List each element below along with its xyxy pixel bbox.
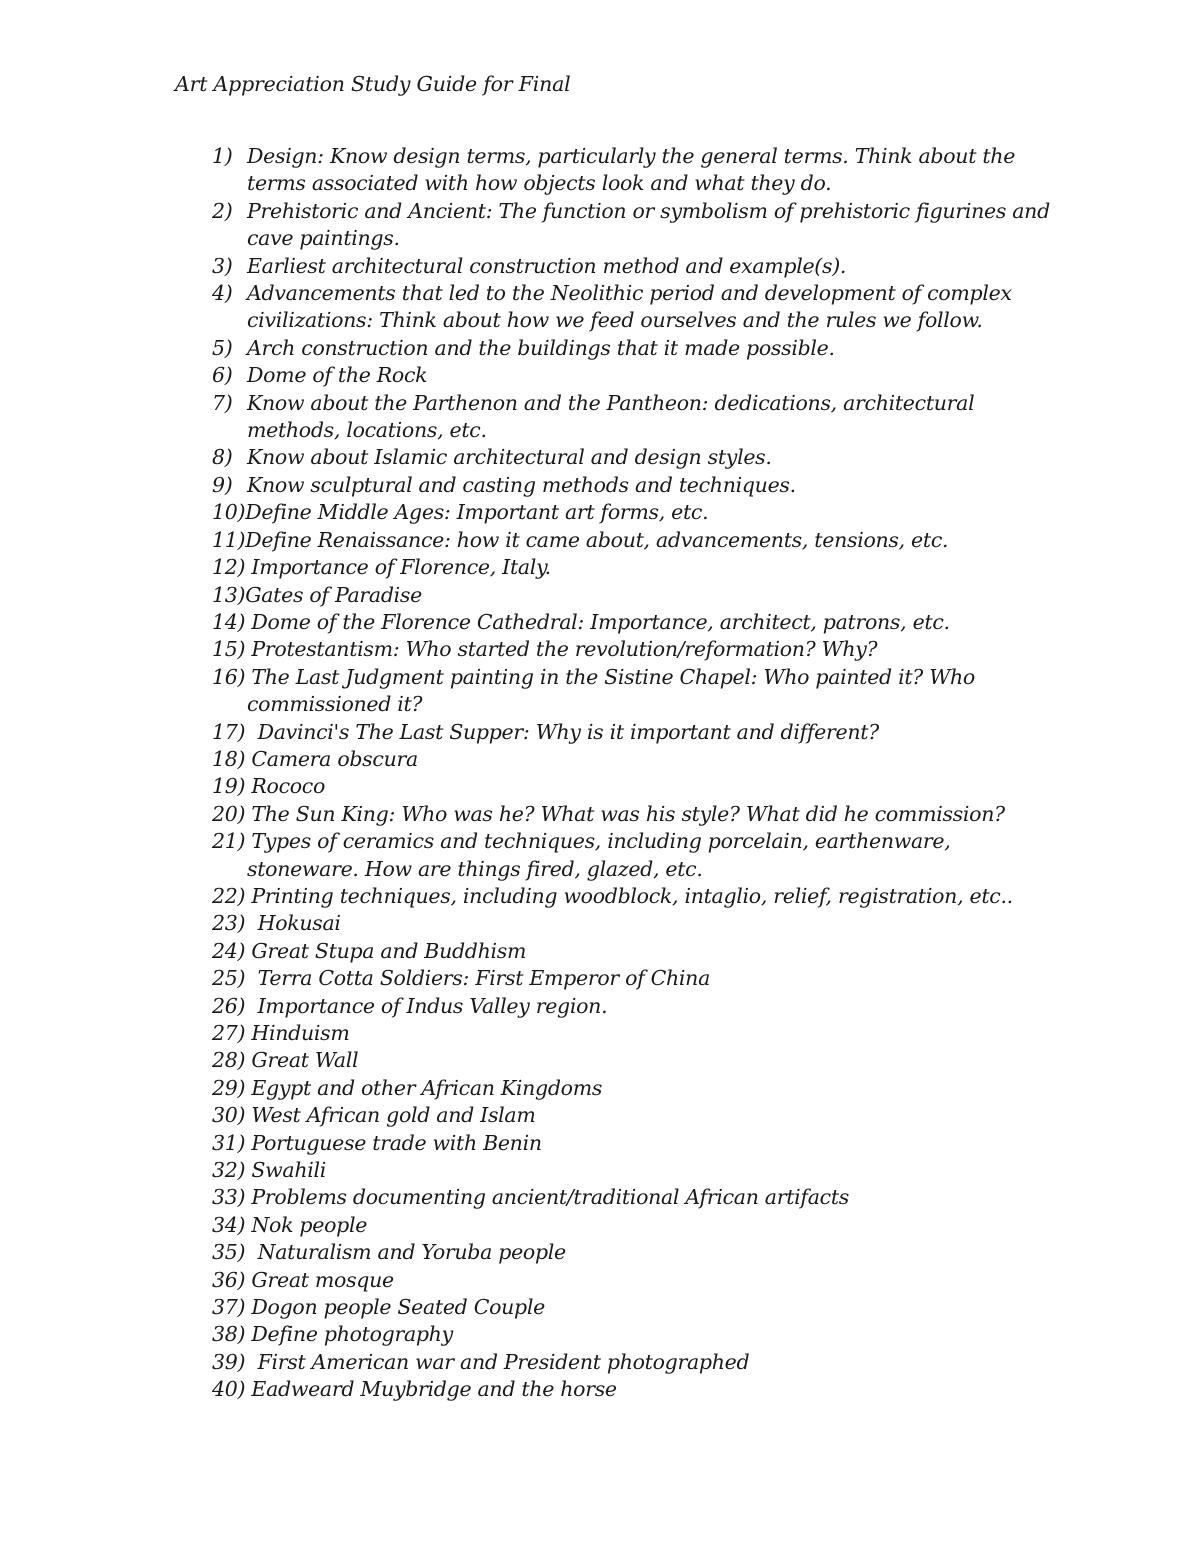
item-number: 15) bbox=[212, 637, 252, 662]
item-number: 13) bbox=[212, 582, 246, 607]
item-text: Know sculptural and casting methods and techniques. bbox=[247, 472, 796, 497]
list-item-continuation bbox=[212, 307, 1092, 334]
item-text: terms associated with how objects look and what they do. bbox=[247, 171, 832, 196]
list-item bbox=[212, 472, 1092, 499]
item-text: Printing techniques, including woodblock, intaglio, relief, registration, etc.. bbox=[251, 883, 1013, 908]
list-item bbox=[212, 362, 1092, 389]
item-number: 39) bbox=[212, 1349, 258, 1374]
item-text: Advancements that led to the Neolithic period and development of complex bbox=[247, 281, 1012, 306]
item-text: The Sun King: Who was he? What was his style? What did he commission? bbox=[251, 801, 1005, 826]
list-item bbox=[212, 527, 1092, 554]
item-number: 27) bbox=[212, 1021, 252, 1045]
item-text: Swahili bbox=[251, 1158, 326, 1183]
item-text: West African gold and Islam bbox=[251, 1103, 536, 1128]
list-item-continuation bbox=[212, 225, 1092, 252]
item-text: Importance of Florence, Italy. bbox=[251, 555, 551, 580]
item-number: 35) bbox=[212, 1240, 258, 1265]
item-text: Egypt and other African Kingdoms bbox=[251, 1075, 603, 1100]
item-text: cave paintings. bbox=[247, 226, 400, 251]
item-text: Camera obscura bbox=[251, 746, 418, 771]
list-item bbox=[212, 1130, 1092, 1157]
list-item-continuation bbox=[212, 170, 1092, 197]
item-number: 38) bbox=[212, 1322, 252, 1347]
item-number: 40) bbox=[212, 1377, 252, 1402]
item-number: 31) bbox=[212, 1130, 252, 1155]
item-text: Davinci's The Last Supper: Why is it important and different? bbox=[257, 719, 879, 744]
list-item bbox=[212, 253, 1092, 280]
item-text: Hokusai bbox=[257, 911, 341, 936]
item-text: Earliest architectural construction method and example(s). bbox=[247, 253, 847, 278]
item-text: Great Stupa and Buddhism bbox=[251, 938, 527, 963]
list-item bbox=[212, 746, 1092, 773]
item-number: 11) bbox=[212, 527, 246, 552]
item-text: Portuguese trade with Benin bbox=[251, 1130, 542, 1155]
list-item bbox=[212, 883, 1092, 910]
item-number: 19) bbox=[212, 774, 252, 799]
item-number: 5) bbox=[212, 335, 239, 360]
item-number: 7) bbox=[212, 390, 239, 415]
item-number: 24) bbox=[212, 938, 252, 963]
item-text: Problems documenting ancient/traditional African artifacts bbox=[251, 1185, 849, 1210]
item-text: Design: Know design terms, particularly the general terms. Think about the bbox=[247, 144, 1016, 168]
list-item bbox=[212, 198, 1092, 225]
item-number: 17) bbox=[212, 719, 258, 744]
item-text: First American war and President photographed bbox=[257, 1349, 750, 1374]
item-number: 1) bbox=[212, 144, 239, 168]
item-text: Importance of Indus Valley region. bbox=[257, 993, 608, 1018]
list-item bbox=[212, 1075, 1092, 1102]
list-item bbox=[212, 719, 1092, 746]
item-text: Gates of Paradise bbox=[245, 582, 422, 607]
list-item bbox=[212, 938, 1092, 965]
item-number: 20) bbox=[212, 801, 252, 826]
list-item bbox=[212, 1239, 1092, 1266]
item-text: Great mosque bbox=[251, 1267, 394, 1292]
item-number: 28) bbox=[212, 1048, 252, 1073]
item-text: Naturalism and Yoruba people bbox=[257, 1240, 566, 1265]
item-text: The Last Judgment painting in the Sistine Chapel: Who painted it? Who bbox=[251, 664, 975, 689]
list-item bbox=[212, 773, 1092, 800]
item-number: 18) bbox=[212, 746, 252, 771]
item-text: Prehistoric and Ancient: The function or symbolism of prehistoric figurines and bbox=[247, 198, 1050, 223]
item-number: 2) bbox=[212, 198, 239, 223]
study-guide-list bbox=[212, 143, 1092, 1404]
list-item-continuation bbox=[212, 856, 1092, 883]
item-number: 37) bbox=[212, 1295, 252, 1320]
list-item bbox=[212, 1294, 1092, 1321]
item-number: 12) bbox=[212, 555, 252, 580]
list-item bbox=[212, 1267, 1092, 1294]
list-item bbox=[212, 1157, 1092, 1184]
item-number: 34) bbox=[212, 1212, 252, 1237]
list-item bbox=[212, 499, 1092, 526]
item-text: civilizations: Think about how we feed ourselves and the rules we follow. bbox=[247, 308, 983, 333]
page-title: Art Appreciation Study Guide for Final bbox=[175, 72, 571, 96]
item-number: 26) bbox=[212, 993, 258, 1018]
item-number: 9) bbox=[212, 472, 239, 497]
list-item bbox=[212, 582, 1092, 609]
item-number: 32) bbox=[212, 1158, 252, 1183]
list-item bbox=[212, 280, 1092, 307]
list-item bbox=[212, 1349, 1092, 1376]
list-item bbox=[212, 390, 1092, 417]
item-text: Dome of the Rock bbox=[247, 363, 428, 388]
list-item bbox=[212, 335, 1092, 362]
list-item bbox=[212, 1102, 1092, 1129]
list-item bbox=[212, 143, 1092, 170]
item-number: 36) bbox=[212, 1267, 252, 1292]
list-item bbox=[212, 609, 1092, 636]
list-item bbox=[212, 965, 1092, 992]
item-text: commissioned it? bbox=[247, 692, 423, 717]
item-text: Nok people bbox=[251, 1212, 368, 1237]
item-number: 25) bbox=[212, 966, 258, 991]
item-number: 22) bbox=[212, 883, 252, 908]
item-text: stoneware. How are things fired, glazed, etc. bbox=[247, 856, 703, 881]
list-item bbox=[212, 910, 1092, 937]
item-text: Terra Cotta Soldiers: First Emperor of China bbox=[257, 966, 710, 991]
item-number: 29) bbox=[212, 1075, 252, 1100]
list-item bbox=[212, 1020, 1092, 1047]
list-item bbox=[212, 554, 1092, 581]
item-text: Dogon people Seated Couple bbox=[251, 1295, 545, 1320]
item-text: methods, locations, etc. bbox=[247, 418, 487, 443]
list-item bbox=[212, 1212, 1092, 1239]
list-item bbox=[212, 664, 1092, 691]
list-item bbox=[212, 1376, 1092, 1403]
item-number: 21) bbox=[212, 829, 252, 854]
item-text: Define Middle Ages: Important art forms, etc. bbox=[245, 500, 709, 525]
item-number: 4) bbox=[212, 281, 239, 306]
list-item bbox=[212, 636, 1092, 663]
item-number: 8) bbox=[212, 445, 239, 470]
list-item bbox=[212, 801, 1092, 828]
item-number: 14) bbox=[212, 609, 252, 634]
item-text: Define photography bbox=[251, 1322, 453, 1347]
item-number: 23) bbox=[212, 911, 258, 936]
list-item bbox=[212, 828, 1092, 855]
item-text: Know about the Parthenon and the Pantheon: dedications, architectural bbox=[247, 390, 975, 415]
list-item-continuation bbox=[212, 691, 1092, 718]
item-number: 30) bbox=[212, 1103, 252, 1128]
item-text: Eadweard Muybridge and the horse bbox=[251, 1377, 617, 1402]
list-item bbox=[212, 1047, 1092, 1074]
item-text: Great Wall bbox=[251, 1048, 359, 1073]
item-number: 6) bbox=[212, 363, 239, 388]
item-number: 10) bbox=[212, 500, 246, 525]
list-item bbox=[212, 993, 1092, 1020]
list-item-continuation bbox=[212, 417, 1092, 444]
list-item bbox=[212, 444, 1092, 471]
item-text: Rococo bbox=[251, 774, 326, 799]
item-text: Arch construction and the buildings that it made possible. bbox=[247, 335, 835, 360]
list-item bbox=[212, 1184, 1092, 1211]
item-number: 33) bbox=[212, 1185, 252, 1210]
item-number: 3) bbox=[212, 253, 239, 278]
item-text: Know about Islamic architectural and design styles. bbox=[247, 445, 772, 470]
item-text: Protestantism: Who started the revolution/reformation? Why? bbox=[251, 637, 878, 662]
list-item bbox=[212, 1321, 1092, 1348]
item-text: Hinduism bbox=[251, 1021, 350, 1045]
item-text: Types of ceramics and techniques, including porcelain, earthenware, bbox=[251, 829, 951, 854]
item-text: Define Renaissance: how it came about, advancements, tensions, etc. bbox=[245, 527, 949, 552]
item-text: Dome of the Florence Cathedral: Importance, architect, patrons, etc. bbox=[251, 609, 950, 634]
item-number: 16) bbox=[212, 664, 252, 689]
